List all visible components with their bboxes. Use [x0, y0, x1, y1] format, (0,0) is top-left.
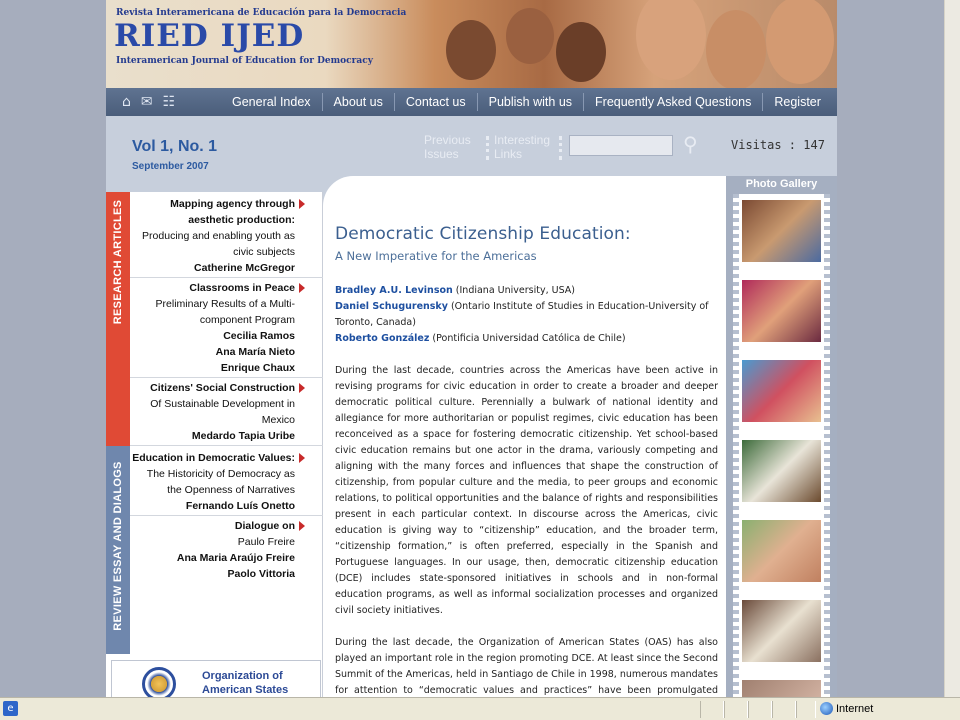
interesting-links-link[interactable] [494, 133, 550, 161]
status-cell [724, 701, 748, 718]
article-author: Enrique Chaux [220, 362, 295, 374]
article-title: Citizens' Social Construction [150, 382, 295, 394]
film-strip [733, 194, 830, 697]
article-title: Democratic Citizenship Education: [335, 224, 631, 244]
article-item[interactable] [130, 280, 323, 378]
article-author: Paolo Vittoria [227, 568, 295, 580]
arrow-right-icon [299, 521, 305, 531]
article-author: Cecilia Ramos [223, 330, 295, 342]
page-background-left [0, 0, 106, 697]
article-subtitle: Producing and enabling youth as civic subjects [142, 230, 295, 258]
gallery-photo[interactable] [742, 600, 821, 662]
article-item[interactable] [130, 518, 323, 584]
article-subtitle: A New Imperative for the Americas [335, 249, 537, 263]
header-banner [106, 0, 837, 88]
author-line [335, 283, 718, 299]
logo[interactable]: RIED IJED [114, 18, 305, 54]
author-link[interactable]: Roberto González [335, 333, 430, 344]
page-background-right [837, 0, 944, 697]
previous-issues-line1: Previous [424, 133, 471, 147]
sitemap-icon[interactable]: ☷ [162, 94, 176, 110]
articles-sidebar [106, 192, 323, 697]
author-link[interactable]: Bradley A.U. Levinson [335, 285, 453, 296]
author-affiliation: (Pontificia Universidad Católica de Chile) [429, 333, 626, 344]
author-list [335, 283, 718, 347]
gallery-photo[interactable] [742, 200, 821, 262]
article-subtitle: Of Sustainable Development in Mexico [150, 398, 295, 426]
vertical-scrollbar[interactable] [944, 0, 960, 697]
arrow-right-icon [299, 453, 305, 463]
status-cell [700, 701, 724, 718]
visit-counter: Visitas : 147 [731, 138, 825, 152]
article-paragraph: During the last decade, the Organization of American States (OAS) has also played an important role in the region promoting DCE. At least since the Second Summit of the Americas, held in Santiago de Chile in 1998, numerous mandates for attention to “democratic values and practices” have been promulgated [335, 637, 718, 696]
gallery-photo[interactable] [742, 360, 821, 422]
interesting-links-line2: Links [494, 147, 523, 161]
article-author: Ana Maria Araújo Freire [176, 552, 295, 564]
logo-top-text: Revista Interamericana de Educación para la Democracia [116, 8, 407, 18]
article-title: Dialogue on [234, 520, 295, 532]
gallery-photo[interactable] [742, 520, 821, 582]
author-affiliation: (Indiana University, USA) [452, 285, 575, 296]
article-author: Medardo Tapia Uribe [191, 430, 295, 442]
article-author: Fernando Luís Onetto [185, 500, 295, 512]
author-line [335, 299, 718, 331]
article-title: Classrooms in Peace [189, 282, 295, 294]
photo-gallery-title: Photo Gallery [745, 178, 818, 190]
issue-volume: Vol 1, No. 1 [132, 138, 218, 155]
nav-icons [106, 94, 221, 110]
page-status-icon: e [3, 701, 18, 716]
author-line [335, 331, 718, 347]
issue-date: September 2007 [132, 161, 209, 172]
logo-bottom-text: Interamerican Journal of Education for Democracy [116, 56, 373, 66]
previous-issues-line2: Issues [424, 147, 459, 161]
photo-gallery [726, 176, 837, 697]
article-subtitle: The Historicity of Democracy as the Openness of Narratives [146, 468, 295, 496]
page [106, 0, 837, 697]
toolbar-divider [486, 136, 489, 160]
arrow-right-icon [299, 199, 305, 209]
oas-seal-icon [142, 667, 176, 701]
gallery-photo[interactable] [742, 680, 821, 697]
search-icon[interactable]: ⚲ [683, 132, 698, 156]
home-icon[interactable]: ⌂ [122, 94, 131, 110]
gallery-photo[interactable] [742, 440, 821, 502]
content-corner [323, 176, 353, 206]
issue-header [106, 116, 323, 192]
nav-contact-us[interactable]: Contact us [394, 93, 477, 111]
security-zone: Internet [836, 703, 874, 715]
browser-status-bar [0, 697, 960, 720]
article-title: Education in Democratic Values: [132, 452, 295, 464]
article-item[interactable] [130, 380, 323, 446]
review-essay-tab [106, 446, 130, 654]
film-perforation [824, 194, 830, 697]
banner-photo [436, 0, 837, 88]
film-perforation [733, 194, 739, 697]
gallery-photo[interactable] [742, 280, 821, 342]
article-author: Catherine McGregor [194, 262, 295, 274]
toolbar-divider [559, 136, 562, 160]
article-paragraph: During the last decade, countries across the Americas have been active in revising programs for civic education in order to create a broader and deeper democratic political culture. Perennially a bulwark of national identity and allegiance for more authoritarian or populist regimes, civic education has been reconceived as a space for fostering democratic citizenship. Yet school-based civic education remains but one actor in the drama, variously competing and aligning with the many forces and influences that shape the construction of citizenship, from popular culture and the media, to peer groups and economic relations, to political opportunities and the balance of rights and responsibilities present in each particular context. In discourse across the Americas, civic education is giving way to “citizenship” education, and the broader term, “citizenship formation,” is often preferred, especially in the Spanish and Portuguese languages. In our usage, then, democratic citizenship education (DCE) includes state-sponsored initiatives in schools and in non-formal education programs, as well as informal socialization processes and organized civil society initiatives. [335, 365, 718, 616]
search-input[interactable] [569, 135, 673, 156]
interesting-links-line1: Interesting [494, 133, 551, 147]
status-cell [748, 701, 772, 718]
toolbar [323, 116, 837, 176]
nav-publish-with-us[interactable]: Publish with us [477, 93, 583, 111]
status-cell [796, 701, 816, 718]
nav-about-us[interactable]: About us [322, 93, 394, 111]
author-link[interactable]: Daniel Schugurensky [335, 301, 448, 312]
research-articles-tab [106, 192, 130, 446]
oas-logo-link[interactable] [111, 660, 321, 700]
oas-name-line1: Organization of [202, 670, 283, 682]
author-affiliation: (Ontario Institute of Studies in Education-University of Toronto, Canada) [335, 301, 709, 328]
oas-name-line2: American States [202, 684, 289, 696]
article-author: Ana María Nieto [215, 346, 295, 358]
mail-icon[interactable]: ✉ [140, 94, 153, 110]
article-title: Mapping agency through aesthetic production: [170, 198, 295, 226]
arrow-right-icon [299, 283, 305, 293]
article-subtitle: Paulo Freire [237, 536, 295, 548]
nav-faq[interactable]: Frequently Asked Questions [583, 93, 762, 111]
oas-name [202, 669, 288, 697]
previous-issues-link[interactable] [424, 133, 471, 161]
main-nav [106, 88, 837, 116]
review-essay-label: REVIEW ESSAY AND DIALOGS [112, 461, 124, 631]
article-subtitle: Preliminary Results of a Multi-component Program [155, 298, 295, 326]
article-content [335, 224, 718, 715]
nav-general-index[interactable]: General Index [232, 95, 311, 109]
status-cell [772, 701, 796, 718]
nav-register[interactable]: Register [762, 93, 832, 111]
article-item[interactable] [130, 196, 323, 278]
research-articles-label: RESEARCH ARTICLES [112, 199, 124, 325]
article-item[interactable] [130, 450, 323, 516]
arrow-right-icon [299, 383, 305, 393]
